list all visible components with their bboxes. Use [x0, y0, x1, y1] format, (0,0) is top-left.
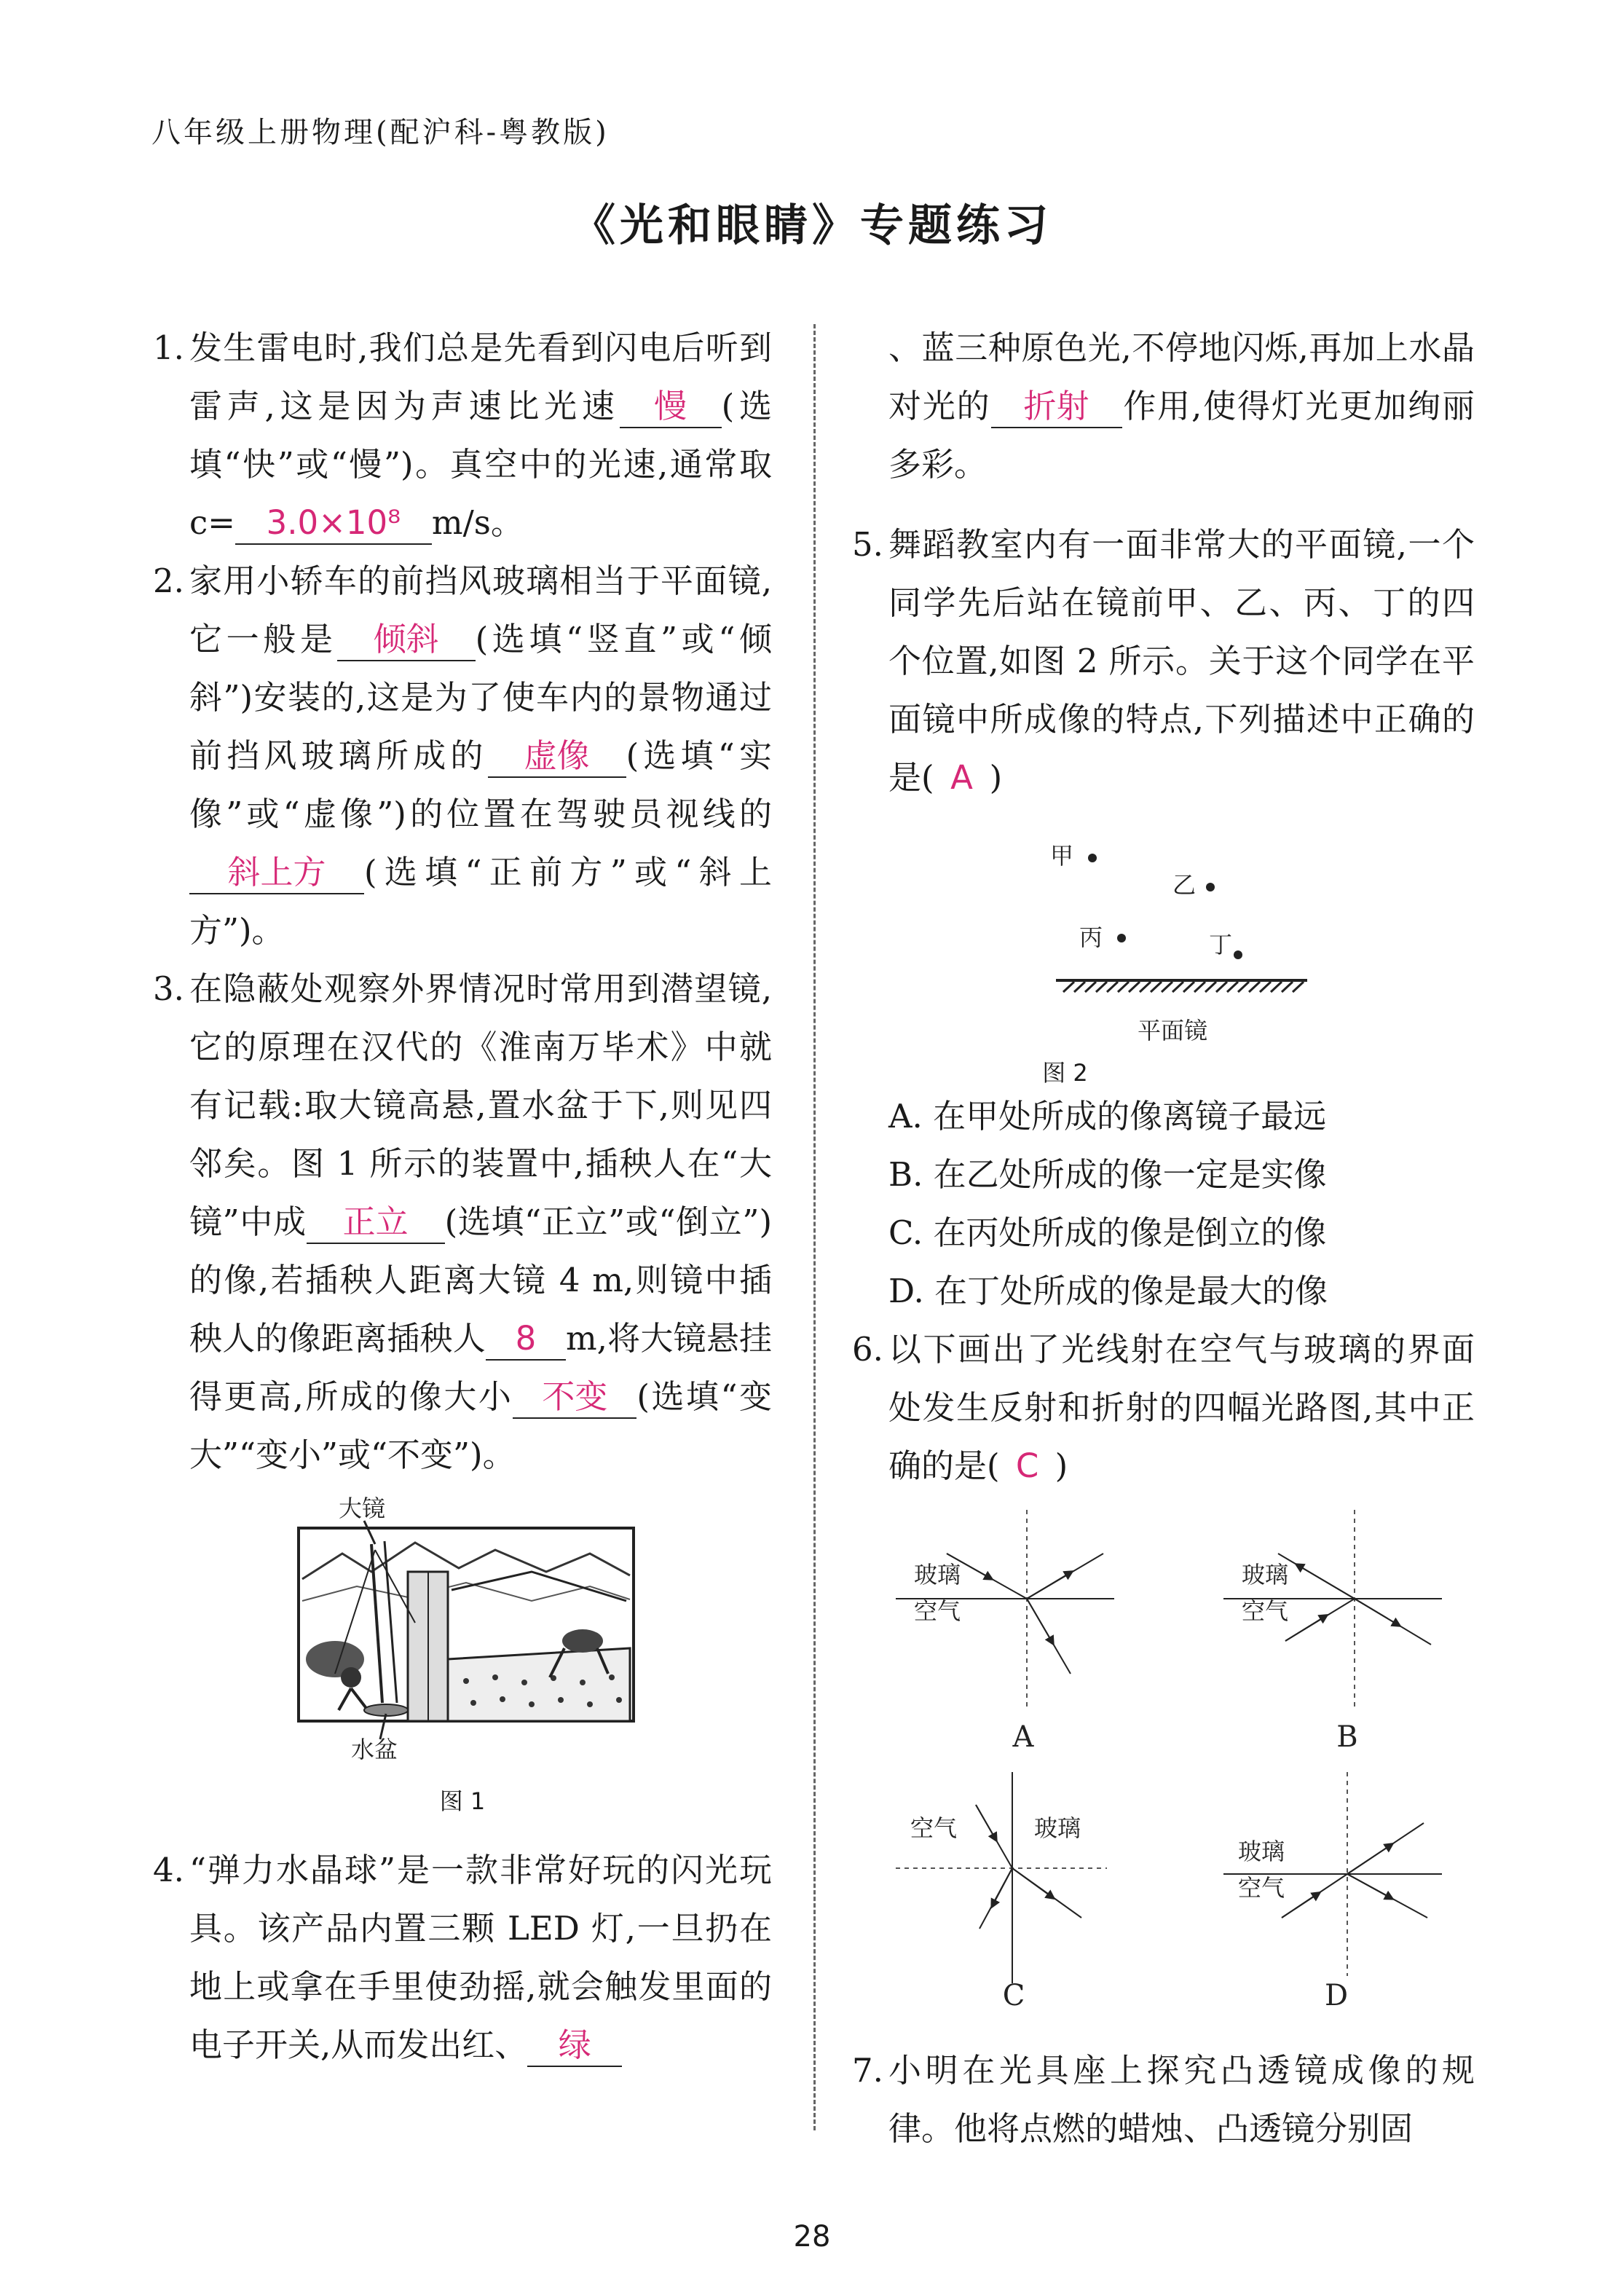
question-text: ): [989, 758, 1003, 797]
option-a: A. 在甲处所成的像离镜子最远: [888, 1097, 1327, 1135]
question-number: 5.: [852, 525, 883, 564]
svg-text:空气: 空气: [1242, 1597, 1289, 1625]
answer-blank: 不变: [542, 1377, 608, 1416]
option-c: C. 在丙处所成的像是倒立的像: [888, 1213, 1327, 1252]
position-label: 丁: [1209, 931, 1233, 958]
question-text: (选填“正前方”或“斜上方”)。: [189, 853, 772, 950]
big-mirror-label: 大镜: [339, 1495, 386, 1522]
question-text: (选填“快”或“慢”)。真空中的光速,通常取 c=: [189, 387, 772, 542]
question-text: (选填“实像”或“虚像”)的位置在驾驶员视线的: [189, 736, 772, 833]
diagram-a: [896, 1510, 1114, 1754]
answer-blank: 倾斜: [373, 620, 439, 658]
answer-blank: 折射: [1023, 387, 1089, 425]
choice-answer: A: [950, 758, 973, 797]
mirror-label: 平面镜: [1137, 1017, 1208, 1044]
question-4-continued: [852, 319, 1475, 494]
book-header: 八年级上册物理(配沪科-粤教版): [151, 116, 610, 149]
question-text: m/s。: [431, 503, 524, 542]
question-text: “弹力水晶球”是一款非常好玩的闪光玩具。该产品内置三颗 LED 灯,一旦扔在地上或拿在手里使劲摇,就会触发里面的电子开关,从而发出红、: [189, 1851, 772, 2064]
svg-text:空气: 空气: [910, 1814, 958, 1842]
option-b: B. 在乙处所成的像一定是实像: [888, 1155, 1327, 1194]
question-text: 以下画出了光线射在空气与玻璃的界面处发生反射和折射的四幅光路图,其中正确的是(: [888, 1330, 1475, 1485]
answer-blank: 绿: [558, 2026, 591, 2064]
position-label: 丙: [1079, 924, 1103, 951]
svg-text:A: A: [1012, 1720, 1034, 1754]
question-4: [153, 1841, 772, 2074]
question-text: (选填“竖直”或“倾斜”)安装的,这是为了使车内的景物通过前挡风玻璃所成的: [189, 620, 772, 775]
position-label: 甲: [1050, 842, 1074, 870]
question-text: (选填“正立”或“倒立”)的像,若插秧人距离大镜 4 m,则镜中插秧人的像距离插秧人: [189, 1202, 772, 1358]
answer-blank: 8: [515, 1319, 537, 1358]
position-label: 乙: [1172, 871, 1197, 899]
svg-text:空气: 空气: [1238, 1874, 1285, 1902]
question-number: 7.: [852, 2051, 883, 2090]
question-text: 小明在光具座上探究凸透镜成像的规律。他将点燃的蜡烛、凸透镜分别固: [888, 2051, 1475, 2148]
svg-text:玻璃: 玻璃: [914, 1561, 961, 1589]
question-6: [852, 1320, 1475, 1495]
diagram-b: [1223, 1510, 1442, 1754]
diagram-c: [896, 1772, 1107, 2012]
question-text: 作用,使得灯光更加绚丽多彩。: [888, 387, 1475, 484]
diagram-d: [1223, 1772, 1442, 2012]
question-text: (选填“变大”“变小”或“不变”)。: [189, 1377, 773, 1474]
figure-1-caption: 图 1: [439, 1787, 486, 1815]
column-divider: [813, 324, 816, 2130]
answer-blank: 慢: [654, 387, 687, 425]
choice-answer: C: [1015, 1446, 1039, 1485]
figure-2-caption: 图 2: [1042, 1059, 1088, 1087]
svg-text:玻璃: 玻璃: [1238, 1838, 1285, 1865]
water-basin-label: 水盆: [351, 1736, 398, 1763]
question-text: ): [1055, 1446, 1068, 1485]
figure-2-diagram: [852, 807, 1475, 1047]
question-number: 3.: [153, 969, 184, 1008]
question-text: m,将大镜悬挂得更高,所成的像大小: [189, 1319, 772, 1416]
page-number: 28: [793, 2220, 831, 2253]
figure-1-illustration: [153, 1492, 772, 1812]
q6-diagrams: [852, 1510, 1475, 2034]
question-7: [852, 2042, 1475, 2158]
option-d: D. 在丁处所成的像是最大的像: [888, 1272, 1328, 1310]
answer-blank: 正立: [342, 1202, 409, 1241]
figure-1: [153, 1492, 772, 1815]
question-number: 2.: [153, 562, 184, 600]
svg-text:空气: 空气: [914, 1597, 961, 1625]
question-text: 舞蹈教室内有一面非常大的平面镜,一个同学先后站在镜前甲、乙、丙、丁的四个位置,如图 2 所示。关于这个同学在平面镜中所成像的特点,下列描述中正确的是(: [888, 525, 1475, 797]
left-column: [153, 319, 772, 2074]
question-5: [852, 516, 1475, 807]
svg-text:玻璃: 玻璃: [1034, 1814, 1081, 1842]
question-number: 4.: [153, 1851, 184, 1889]
question-3: [153, 960, 772, 1484]
question-number: 1.: [153, 328, 184, 367]
question-text: 家用小轿车的前挡风玻璃相当于平面镜,它一般是: [189, 562, 772, 658]
question-text: 在隐蔽处观察外界情况时常用到潜望镜,它的原理在汉代的《淮南万毕术》中就有记载:取大镜高悬,置水盆于下,则见四邻矣。图 1 所示的装置中,插秧人在“大镜”中成: [189, 969, 772, 1241]
answer-blank: 虚像: [524, 736, 590, 775]
question-number: 6.: [852, 1330, 883, 1369]
answer-blank: 3.0×10⁸: [266, 503, 401, 542]
svg-text:D: D: [1324, 1979, 1349, 2012]
svg-text:C: C: [1002, 1979, 1025, 2012]
question-2: [153, 552, 772, 960]
answer-blank: 斜上方: [227, 853, 326, 891]
question-1: [153, 319, 772, 552]
page-title: 《光和眼睛》专题练习: [572, 200, 1052, 251]
figure-2: [852, 807, 1475, 1087]
question-text: 、蓝三种原色光,不停地闪烁,再加上水晶对光的: [888, 328, 1475, 425]
svg-text:玻璃: 玻璃: [1242, 1561, 1289, 1589]
question-text: 发生雷电时,我们总是先看到闪电后听到雷声,这是因为声速比光速: [189, 328, 772, 425]
right-column: [852, 319, 1475, 2158]
svg-text:B: B: [1336, 1720, 1358, 1754]
